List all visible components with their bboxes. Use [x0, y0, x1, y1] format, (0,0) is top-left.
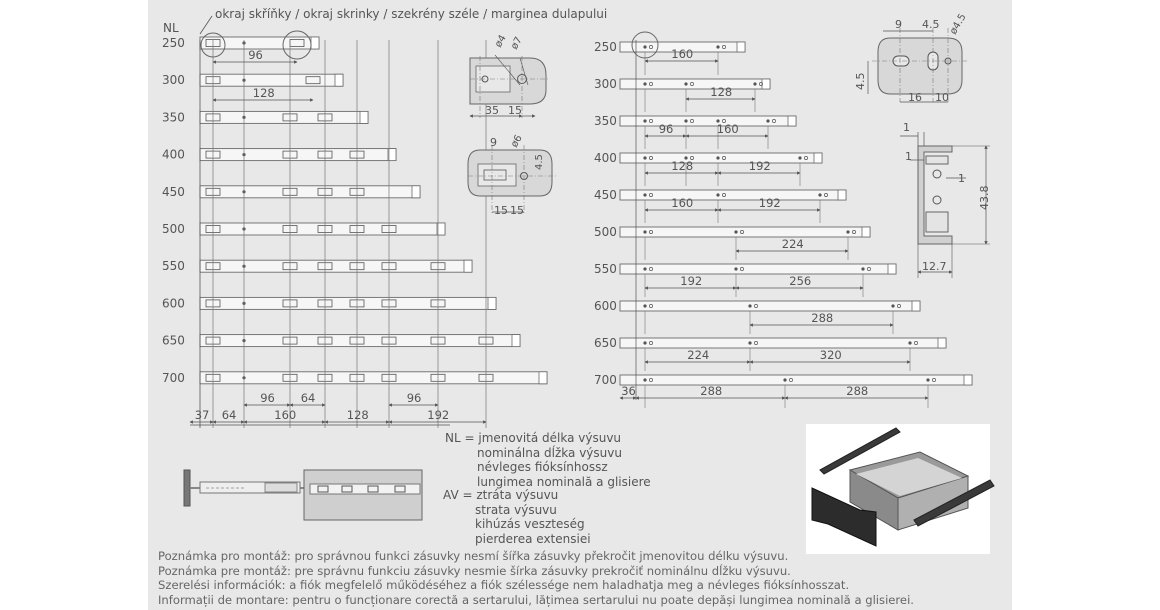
- dim-288: 288: [811, 311, 834, 325]
- mounting-hole: [908, 341, 911, 344]
- drawer-product-image: [806, 424, 994, 554]
- dim-profile-12.7: 12.7: [922, 260, 947, 273]
- rail-end: [814, 153, 822, 163]
- dim-224: 224: [781, 237, 804, 251]
- mounting-hole: [891, 304, 894, 307]
- mounting-hole: [753, 82, 756, 85]
- note-hu: Szerelési információk: a fiók megfelelő működéséhez a fiók szélessége nem haladhatja meg a névleges fióksínhosszat.: [158, 578, 850, 593]
- mounting-notes: [158, 549, 914, 607]
- rail-end: [912, 301, 920, 311]
- slide-rail: [620, 301, 920, 311]
- length-label: 450: [594, 188, 617, 202]
- mounting-hole: [643, 156, 646, 159]
- rail-end: [938, 338, 946, 348]
- mounting-hole: [643, 341, 646, 344]
- dim-b-15b: 15: [510, 204, 524, 217]
- dim-128: 128: [710, 85, 733, 99]
- legend-av-key: AV =: [443, 488, 473, 502]
- length-label: 350: [594, 114, 617, 128]
- dim-c-16: 16: [908, 91, 922, 104]
- left-dimensions: [190, 48, 486, 425]
- mounting-hole: [734, 230, 737, 233]
- slide-rail: [200, 186, 420, 198]
- dim-c-9: 9: [895, 18, 902, 31]
- slide-rail: [200, 372, 547, 384]
- length-label: 550: [162, 259, 185, 274]
- slide-rail: [620, 375, 972, 385]
- slide-rail: [200, 74, 343, 86]
- length-label: 550: [594, 262, 617, 276]
- length-label: 500: [162, 222, 185, 236]
- rail-end: [862, 227, 870, 237]
- dim-128: 128: [346, 408, 369, 422]
- slide-rail: [620, 338, 946, 348]
- dim-64: 64: [221, 408, 237, 422]
- rail-end: [838, 190, 846, 200]
- mounting-hole: [846, 230, 849, 233]
- mounting-hole: [818, 193, 821, 196]
- length-label: 650: [162, 333, 185, 348]
- rail-end: [888, 264, 896, 274]
- dim-c-4.5: 4.5: [922, 18, 940, 31]
- slide-rail: [620, 79, 770, 89]
- rail-end: [788, 116, 796, 126]
- mounting-hole: [716, 45, 719, 48]
- length-label: 450: [162, 184, 185, 199]
- dim-96: 96: [248, 48, 263, 62]
- dim-160: 160: [671, 47, 694, 61]
- slide-rail: [620, 190, 846, 200]
- dim-64: 64: [300, 391, 316, 405]
- dim-profile-43.8: 43.8: [978, 185, 991, 210]
- mounting-hole: [798, 156, 801, 159]
- length-label: 700: [162, 370, 185, 385]
- legend-av: [443, 488, 591, 546]
- side-view-drawer: [184, 470, 422, 520]
- mounting-hole: [783, 378, 786, 381]
- dim-c-dia4.5: ø4.5: [948, 11, 969, 37]
- dim-96: 96: [260, 391, 275, 405]
- dim-b-dia6: ø6: [509, 133, 525, 150]
- legend-nl-line: névleges fióksínhossz: [477, 460, 608, 474]
- legend-av-line: kihúzás veszteség: [475, 517, 585, 531]
- slide-rail: [620, 227, 870, 237]
- mounting-hole: [684, 82, 687, 85]
- mounting-hole: [643, 193, 646, 196]
- legend-av-line: ztráta výsuvu: [476, 488, 559, 502]
- legend-av-line: pierderea extensiei: [475, 531, 591, 546]
- mounting-hole: [748, 304, 751, 307]
- mounting-hole: [926, 378, 929, 381]
- length-label: 700: [594, 373, 617, 387]
- detail-bracket-b: [468, 133, 556, 217]
- detail-bracket-a: [470, 33, 550, 118]
- legend-nl-key: NL =: [445, 431, 475, 445]
- mounting-hole: [748, 341, 751, 344]
- legend-nl-line: jmenovitá délka výsuvu: [478, 431, 622, 445]
- dim-128: 128: [671, 159, 694, 173]
- dim-160: 160: [716, 122, 739, 136]
- dim-192: 192: [758, 196, 781, 210]
- dim-160: 160: [671, 196, 694, 210]
- slide-rail: [620, 153, 822, 163]
- mounting-hole: [643, 82, 646, 85]
- rail-end: [464, 260, 472, 272]
- mounting-hole: [734, 267, 737, 270]
- dim-profile-1b: 1: [905, 150, 912, 163]
- mounting-hole: [643, 267, 646, 270]
- rail-end: [311, 37, 319, 49]
- right-reference-lines: [636, 40, 928, 408]
- dim-256: 256: [789, 274, 812, 288]
- length-label: 400: [162, 147, 185, 162]
- mounting-hole: [643, 45, 646, 48]
- length-label: 500: [594, 225, 617, 239]
- mounting-hole: [716, 193, 719, 196]
- slide-rail: [200, 149, 396, 161]
- length-label: 350: [162, 110, 185, 125]
- length-label: 300: [162, 73, 185, 88]
- rail-end: [412, 186, 420, 198]
- rail-end: [335, 74, 343, 86]
- mounting-hole: [643, 378, 646, 381]
- rail-end: [762, 79, 770, 89]
- dim-320: 320: [819, 348, 842, 362]
- slide-rail: [200, 111, 368, 123]
- legend-nl-line: nominálna dĺžka výsuvu: [477, 445, 622, 460]
- detail-bracket-c: [854, 12, 969, 104]
- slide-rail: [200, 223, 445, 235]
- slide-rail: [620, 264, 896, 274]
- dim-a-dia7: ø7: [509, 35, 525, 52]
- mounting-hole: [766, 119, 769, 122]
- dim-192: 192: [680, 274, 703, 288]
- dim-b-4.5: 4.5: [534, 154, 545, 170]
- dim-288: 288: [846, 384, 869, 398]
- dim-b-15a: 15: [494, 204, 508, 217]
- note-ro: Informații de montare: pentru o funcționare corectă a sertarului, lățimea sertarului nu poate depăși lungimea nominală a glisierei.: [158, 592, 914, 607]
- cabinet-edge-label: okraj skříňky / okraj skrinky / szekrény széle / marginea dulapului: [215, 7, 608, 21]
- rail-end: [964, 375, 972, 385]
- nl-label: NL: [163, 21, 179, 35]
- mounting-hole: [643, 230, 646, 233]
- dim-c-4.5v: 4.5: [854, 72, 867, 90]
- legend-nl: [445, 431, 651, 489]
- legend-av-line: strata výsuvu: [475, 502, 557, 517]
- rail-end: [360, 111, 368, 123]
- dim-profile-1a: 1: [903, 121, 910, 134]
- length-label: 250: [594, 40, 617, 54]
- length-label: 400: [594, 151, 617, 165]
- dim-36: 36: [621, 384, 636, 398]
- length-label: 650: [594, 336, 617, 350]
- dim-224: 224: [687, 348, 710, 362]
- dim-a-15: 15: [508, 104, 522, 117]
- dim-a-dia4: ø4: [493, 33, 509, 50]
- legend-nl-line: lungimea nominală a glisiere: [477, 474, 651, 489]
- dim-160: 160: [274, 408, 297, 422]
- rail-profile-section: [900, 121, 991, 278]
- dim-192: 192: [427, 408, 450, 422]
- edge-leader: [200, 16, 212, 34]
- rail-end: [737, 42, 745, 52]
- dim-288: 288: [700, 384, 723, 398]
- length-label: 600: [162, 296, 185, 311]
- slide-rail: [200, 335, 520, 347]
- length-label: 300: [594, 77, 617, 91]
- note-cz: Poznámka pro montáž: pro správnou funkci zásuvky nesmí šířka zásuvky překročit jmenovitou délku výsuvu.: [158, 549, 789, 563]
- dim-profile-1c: 1: [958, 172, 965, 185]
- dim-96: 96: [658, 122, 674, 136]
- note-sk: Poznámka pre montáž: pre správnu funkciu zásuvky nesmie šírka zásuvky prekročiť nominálnu dĺžku výsuvu.: [158, 563, 791, 578]
- mounting-hole: [684, 119, 687, 122]
- rail-end: [512, 335, 520, 347]
- length-label: 600: [594, 299, 617, 313]
- dim-192: 192: [748, 159, 771, 173]
- dim-a-35: 35: [485, 104, 499, 117]
- dim-37: 37: [194, 408, 210, 422]
- dim-128: 128: [252, 86, 275, 100]
- mounting-hole: [643, 119, 646, 122]
- dim-96: 96: [406, 391, 422, 405]
- mounting-hole: [716, 156, 719, 159]
- dim-b-9: 9: [490, 136, 497, 149]
- rail-end: [539, 372, 547, 384]
- dim-c-10: 10: [935, 91, 949, 104]
- mounting-hole: [643, 304, 646, 307]
- rail-end: [488, 297, 496, 309]
- length-label: 250: [162, 36, 185, 50]
- mounting-hole: [861, 267, 864, 270]
